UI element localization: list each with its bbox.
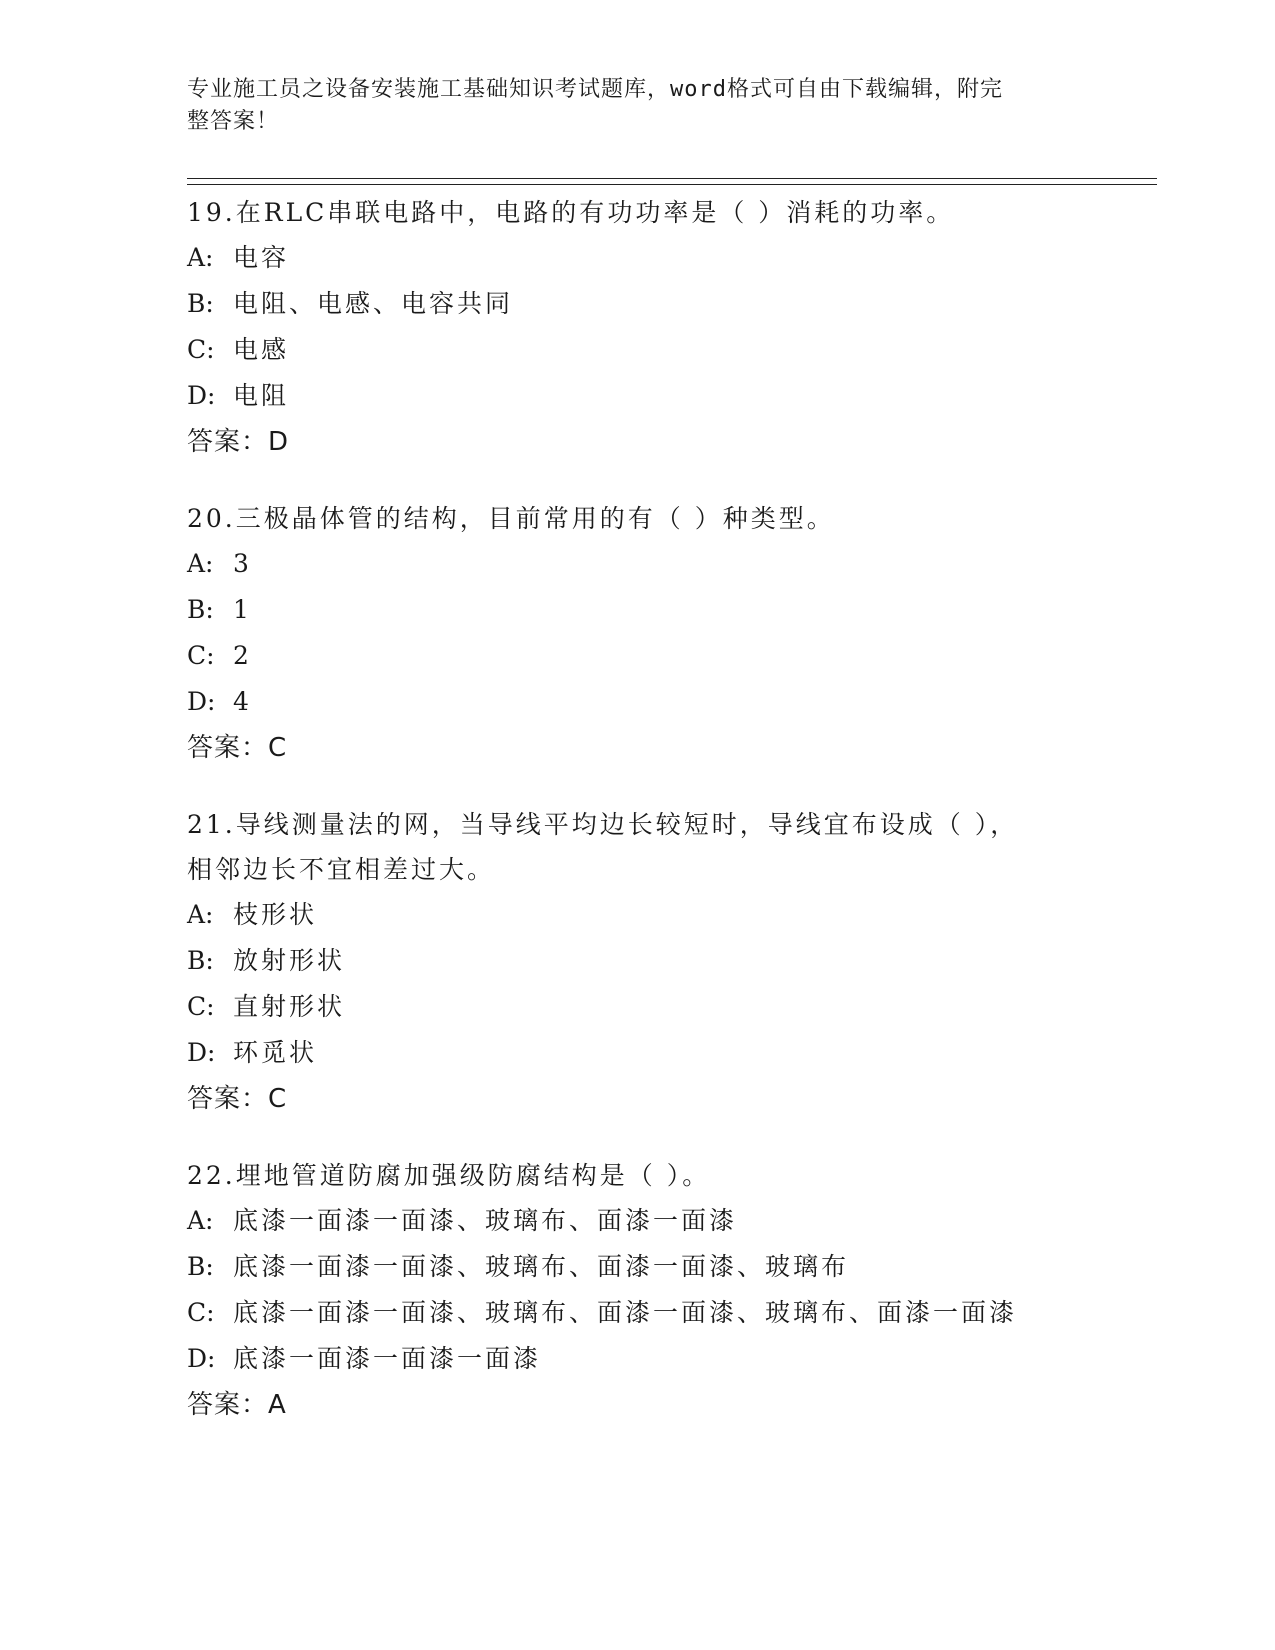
option-letter: D:: [187, 381, 216, 410]
question-19: [187, 190, 1157, 465]
option-letter: D:: [187, 687, 216, 716]
option-letter: D:: [187, 1038, 216, 1067]
option-text: 电感: [233, 335, 290, 364]
question-stem: 22.埋地管道防腐加强级防腐结构是（ ）。: [187, 1161, 711, 1190]
option-letter: C:: [187, 335, 215, 364]
option-text: 放射形状: [233, 946, 346, 975]
option-text: 底漆一面漆一面漆、玻璃布、面漆一面漆、玻璃布、面漆一面漆: [233, 1298, 1018, 1327]
option-text: 底漆一面漆一面漆一面漆: [233, 1344, 542, 1373]
option-letter: A:: [187, 1206, 214, 1235]
option-b: [187, 1244, 1157, 1290]
document-header: [187, 74, 1057, 138]
option-c: [187, 1290, 1157, 1336]
option-a: [187, 1198, 1157, 1244]
option-b: [187, 938, 1157, 984]
option-letter: D:: [187, 1344, 216, 1373]
question-stem-continued: 相邻边长不宜相差过大。: [187, 855, 496, 884]
option-letter: B:: [187, 946, 214, 975]
option-a: [187, 541, 1157, 587]
option-b: [187, 281, 1157, 327]
option-letter: C:: [187, 992, 215, 1021]
option-letter: B:: [187, 1252, 214, 1281]
question-stem: 19.在RLC串联电路中，电路的有功功率是（ ）消耗的功率。: [187, 198, 955, 227]
option-letter: A:: [187, 243, 214, 272]
option-d: [187, 373, 1157, 419]
option-text: 电阻、电感、电容共同: [233, 289, 514, 318]
option-d: [187, 1336, 1157, 1382]
option-text: 枝形状: [233, 900, 318, 929]
option-text: 3: [233, 549, 252, 578]
option-text: 直射形状: [233, 992, 346, 1021]
option-d: [187, 1030, 1157, 1076]
option-a: [187, 235, 1157, 281]
option-b: [187, 587, 1157, 633]
option-text: 2: [233, 641, 252, 670]
question-21: [187, 802, 1157, 1122]
option-text: 环觅状: [233, 1038, 318, 1067]
option-text: 电容: [233, 243, 290, 272]
option-text: 电阻: [233, 381, 290, 410]
header-line-2: 整答案！: [187, 109, 280, 134]
answer-line: 答案：A: [187, 1390, 287, 1420]
option-letter: C:: [187, 1298, 215, 1327]
answer-line: 答案：C: [187, 1084, 288, 1114]
option-text: 底漆一面漆一面漆、玻璃布、面漆一面漆、玻璃布: [233, 1252, 850, 1281]
option-text: 4: [233, 687, 252, 716]
option-text: 底漆一面漆一面漆、玻璃布、面漆一面漆: [233, 1206, 738, 1235]
header-double-rule: [187, 178, 1157, 185]
answer-line: 答案：D: [187, 427, 290, 457]
question-20: [187, 496, 1157, 771]
option-text: 1: [233, 595, 252, 624]
option-d: [187, 679, 1157, 725]
question-stem: 20.三极晶体管的结构，目前常用的有（ ）种类型。: [187, 504, 835, 533]
option-c: [187, 984, 1157, 1030]
option-a: [187, 892, 1157, 938]
option-letter: C:: [187, 641, 215, 670]
option-letter: A:: [187, 900, 214, 929]
option-letter: B:: [187, 289, 214, 318]
option-c: [187, 633, 1157, 679]
answer-line: 答案：C: [187, 733, 288, 763]
question-stem: 21.导线测量法的网，当导线平均边长较短时，导线宜布设成（ ），: [187, 810, 1019, 839]
option-letter: A:: [187, 549, 214, 578]
header-line-1: 专业施工员之设备安装施工基础知识考试题库，word格式可自由下载编辑，附完: [187, 77, 1003, 102]
question-22: [187, 1153, 1157, 1428]
option-letter: B:: [187, 595, 214, 624]
question-list: [187, 190, 1157, 1428]
option-c: [187, 327, 1157, 373]
